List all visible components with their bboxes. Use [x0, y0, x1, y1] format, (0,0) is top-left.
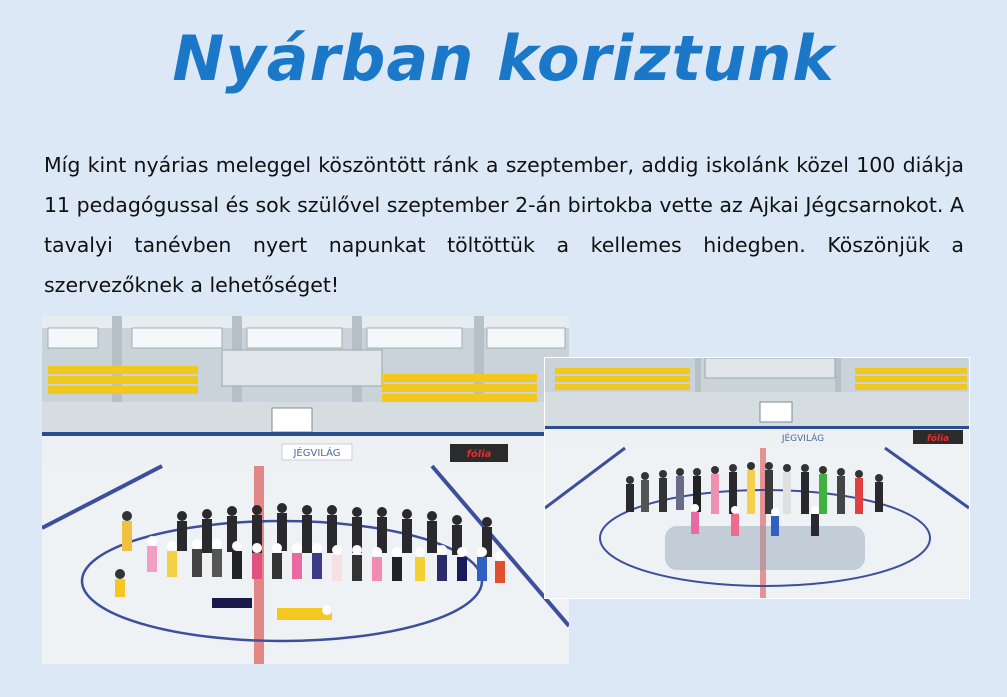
article-paragraph: Míg kint nyárias meleggel köszöntött ránk a szeptember, addig iskolánk közel 100 diákja 11 pedagógussal és sok szülővel szeptember 2-án birtokba vette az Ajkai Jégcsarnokot. A tavalyi tanévben nyert napunkat töltöttük a kellemes hidegben. Köszönjük a szervezőknek a lehetőséget!: [44, 153, 964, 297]
sponsor-banner-2: fólia: [926, 434, 950, 444]
page-title: Nyárban koriztunk: [172, 22, 835, 95]
jegvilag-banner: JÉGVILÁG: [293, 448, 341, 459]
sponsor-banner: fólia: [466, 449, 492, 460]
jegvilag-banner-2: JÉGVILÁG: [781, 434, 825, 444]
ice-rink-photo-left: [42, 316, 569, 664]
ice-rink-photo-right: [545, 358, 969, 598]
